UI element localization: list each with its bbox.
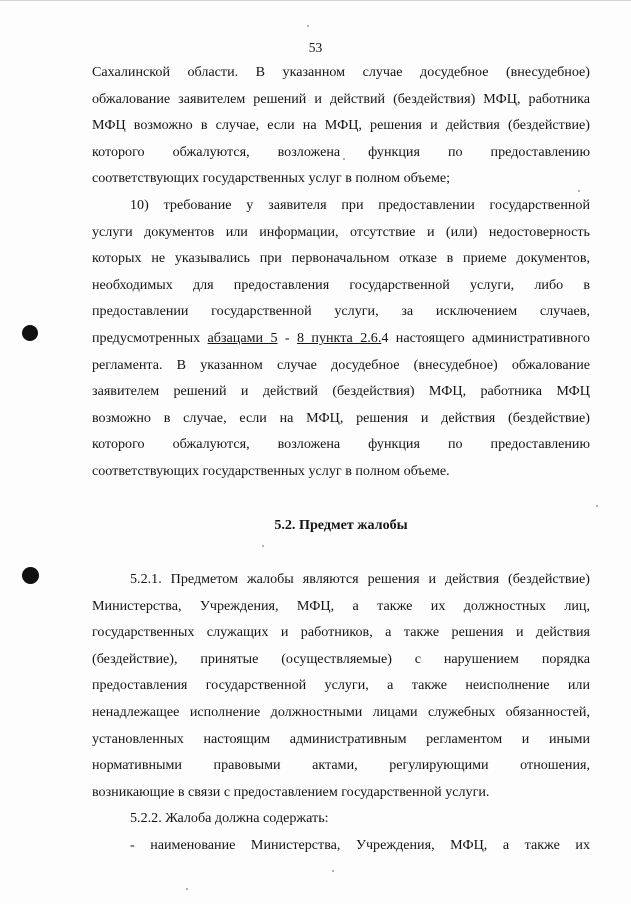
text-line: заявителем решений и действий (бездействия) МФЦ, работника МФЦ xyxy=(92,383,590,400)
text-line: ненадлежащее исполнение должностными лицами служебных обязанностей, xyxy=(92,704,590,721)
text-line: соответствующих государственных услуг в полном объеме. xyxy=(92,462,450,479)
text-line: (бездействие), принятые (осуществляемые) с нарушением порядка xyxy=(92,650,590,667)
text-line: которого обжалуются, возложена функция по предоставлению xyxy=(92,143,590,160)
punch-hole xyxy=(22,567,39,584)
scan-speck xyxy=(332,870,334,872)
scan-speck xyxy=(596,505,598,507)
text-line: услуги документов или информации, отсутствие и (или) недостоверность xyxy=(92,223,590,240)
text-line: нормативными правовыми актами, регулирующими отношения, xyxy=(92,757,590,774)
page-number: 53 xyxy=(308,40,323,55)
text-fragment: предусмотренных xyxy=(92,329,208,346)
text-line: возникающие в связи с предоставлением государственной услуги. xyxy=(92,783,490,800)
text-line: необходимых для предоставления государственной услуги, либо в xyxy=(92,276,590,293)
reference-link-paragraphs[interactable]: абзацами 5 xyxy=(207,329,278,346)
section-heading: 5.2. Предмет жалобы xyxy=(274,516,408,533)
text-line xyxy=(92,325,590,352)
reference-link-clause[interactable]: 8 пункта 2.6. xyxy=(296,329,382,346)
text-line: возможно в случае, если на МФЦ, решения и действия (бездействие) xyxy=(92,409,590,426)
text-line: установленных настоящим административным регламентом и иными xyxy=(92,730,590,747)
text-line: 5.2.1. Предметом жалобы являются решения и действия (бездействие) xyxy=(130,571,590,588)
scan-edge xyxy=(0,0,631,1)
punch-hole xyxy=(22,325,38,341)
text-line: предоставления государственной услуги, а также неисполнение или xyxy=(92,677,590,694)
text-line: 5.2.2. Жалоба должна содержать: xyxy=(130,810,329,827)
text-line: Министерства, Учреждения, МФЦ, а также их должностных лиц, xyxy=(92,597,590,614)
text-line: соответствующих государственных услуг в полном объеме; xyxy=(92,170,451,187)
text-fragment: 4 настоящего административного xyxy=(381,329,590,346)
text-line: Сахалинской области. В указанном случае досудебное (внесудебное) xyxy=(92,64,590,80)
scan-speck xyxy=(307,25,309,27)
text-line: обжалование заявителем решений и действий (бездействия) МФЦ, работника xyxy=(92,90,590,107)
scan-speck xyxy=(186,888,188,890)
text-line: предоставлении государственной услуги, за исключением случаев, xyxy=(92,303,590,320)
text-line: государственных служащих и работников, а также решения и действия xyxy=(92,624,590,641)
spacer xyxy=(92,538,590,566)
text-line: 10) требование у заявителя при предоставлении государственной xyxy=(130,196,590,213)
text-line: которого обжалуются, возложена функция по предоставлению xyxy=(92,436,590,453)
text-line: МФЦ возможно в случае, если на МФЦ, решения и действия (бездействие) xyxy=(92,117,590,134)
spacer xyxy=(92,485,590,512)
text-line: регламента. В указанном случае досудебное (внесудебное) обжалование xyxy=(92,356,590,373)
text-fragment: - xyxy=(277,329,297,346)
text-line: - наименование Министерства, Учреждения, МФЦ, а также их xyxy=(130,837,590,854)
text-line: которых не указывались при первоначальном отказе в приеме документов, xyxy=(92,250,590,267)
body-text xyxy=(92,59,590,859)
